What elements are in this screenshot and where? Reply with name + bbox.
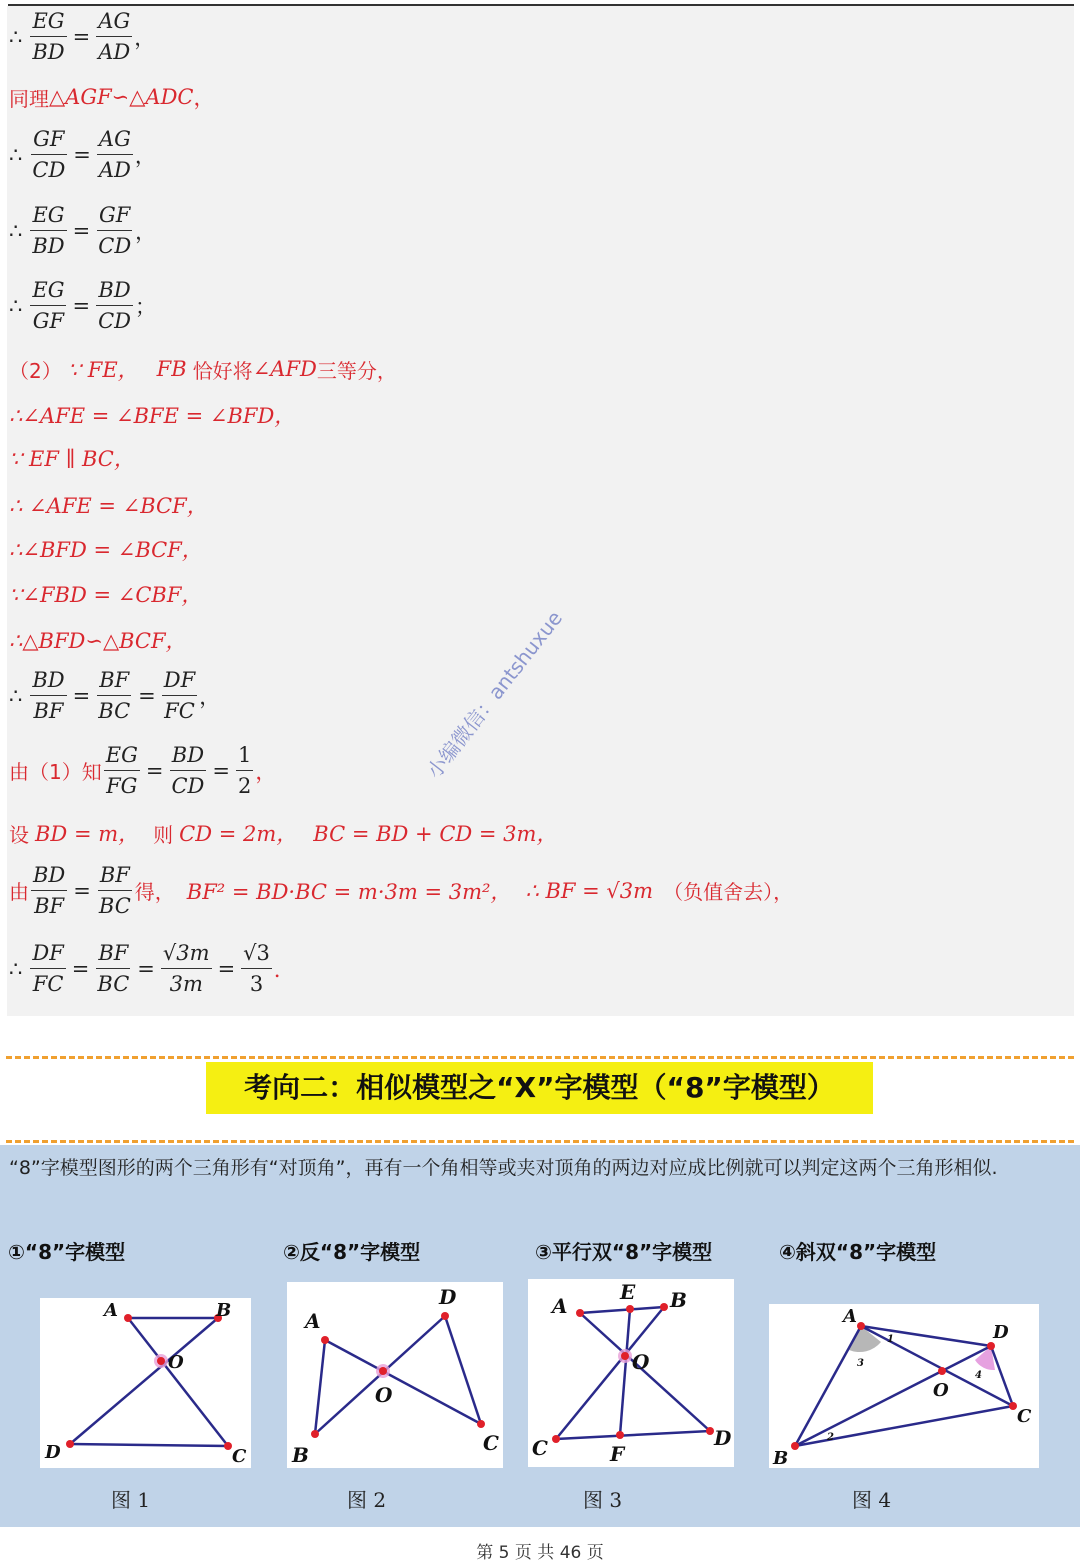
proof-line-3: ∴ $\frac{GF}{CD}$ = $\frac{AG}{AD}$ ， xyxy=(9,127,156,182)
label-B: B xyxy=(216,1300,232,1321)
model-title-2: ②反“8”字模型 xyxy=(283,1240,421,1264)
proof-line-10: ∴∠BFD = ∠BCF， xyxy=(9,538,203,562)
label-F: F xyxy=(610,1442,625,1466)
proof-line-7: ∴∠AFE = ∠BFE = ∠BFD， xyxy=(9,404,296,428)
label-D: D xyxy=(714,1426,732,1450)
label-O: O xyxy=(375,1383,393,1407)
label-C: C xyxy=(532,1436,548,1460)
model-title-1: ①“8”字模型 xyxy=(8,1240,126,1264)
label-B: B xyxy=(670,1288,687,1312)
angle-2-label: 2 xyxy=(827,1432,834,1443)
proof-line-12: ∴△BFD∽△BCF， xyxy=(9,629,187,653)
proof-line-2: 同理 △AGF∽△ADC ， xyxy=(9,85,215,111)
figure-1 xyxy=(40,1298,251,1468)
figure-1-diagram xyxy=(40,1298,251,1468)
figure-4 xyxy=(769,1304,1039,1468)
proof-line-14: 由（1）知 $\frac{EG}{FG}$ = $\frac{BD}{CD}$ = $\frac{1}{2}$ ， xyxy=(9,743,277,798)
angle-3-label: 3 xyxy=(857,1358,864,1369)
figure-4-diagram xyxy=(769,1304,1039,1468)
label-O: O xyxy=(632,1350,650,1374)
label-O: O xyxy=(933,1380,949,1401)
label-A: A xyxy=(552,1294,568,1318)
label-O: O xyxy=(168,1352,184,1373)
label-C: C xyxy=(483,1431,499,1455)
proof-line-16: 由 $\frac{BD}{BF}$ = $\frac{BF}{BC}$ 得， BF² = BD·BC = m·3m = 3m²， ∴ BF = √3m （负值舍去）， xyxy=(9,863,794,918)
label-C: C xyxy=(232,1446,247,1467)
watermark: 小编微信：antshuxue xyxy=(421,606,568,783)
figure-1-caption: 图 1 xyxy=(111,1488,151,1512)
page-footer: 第 5 页 共 46 页 xyxy=(476,1543,604,1563)
divider-bottom xyxy=(6,1140,1074,1143)
model-description: “8”字模型图形的两个三角形有“对顶角”，再有一个角相等或夹对顶角的两边对应成比例就可以判定这两个三角形相似. xyxy=(9,1157,998,1179)
label-A: A xyxy=(104,1300,118,1321)
figure-3-caption: 图 3 xyxy=(583,1488,623,1512)
label-C: C xyxy=(1017,1406,1032,1427)
figure-2-diagram xyxy=(287,1282,503,1468)
proof-line-17: ∴ $\frac{DF}{FC}$ = $\frac{BF}{BC}$ = $\frac{√3m}{3m}$ = $\frac{√3}{3}$ ． xyxy=(9,941,295,996)
figure-3-diagram xyxy=(528,1279,734,1467)
figure-2-caption: 图 2 xyxy=(347,1488,387,1512)
angle-4-label: 4 xyxy=(975,1370,982,1381)
figure-4-caption: 图 4 xyxy=(852,1488,892,1512)
label-B: B xyxy=(773,1448,789,1468)
label-D: D xyxy=(45,1442,61,1463)
angle-1-label: 1 xyxy=(887,1334,894,1345)
figure-3 xyxy=(528,1279,734,1467)
section-title: 考向二：相似模型之“X”字模型（“8”字模型） xyxy=(206,1062,873,1114)
label-D: D xyxy=(993,1322,1009,1343)
label-B: B xyxy=(292,1443,309,1467)
proof-line-15: 设 BD = m， 则 CD = 2m， BC = BD + CD = 3m， xyxy=(9,822,558,847)
proof-line-9: ∴ ∠AFE = ∠BCF， xyxy=(9,494,208,518)
model-title-3: ③平行双“8”字模型 xyxy=(535,1240,713,1264)
proof-line-4: ∴ $\frac{EG}{BD}$ = $\frac{GF}{CD}$ ， xyxy=(9,203,157,258)
divider-top xyxy=(6,1056,1074,1059)
label-D: D xyxy=(439,1285,457,1309)
label-A: A xyxy=(843,1306,857,1327)
label-A: A xyxy=(305,1309,321,1333)
proof-line-5: ∴ $\frac{EG}{GF}$ = $\frac{BD}{CD}$ ； xyxy=(9,278,156,333)
proof-line-1: ∴ $\frac{EG}{BD}$ = $\frac{AG}{AD}$ ， xyxy=(9,9,156,64)
model-title-4: ④斜双“8”字模型 xyxy=(779,1240,937,1264)
proof-line-8: ∵ EF ∥ BC， xyxy=(9,447,135,471)
label-E: E xyxy=(620,1280,636,1304)
proof-line-6: （2） ∵ FE， FB 恰好将 ∠AFD 三等分， xyxy=(9,357,397,383)
proof-line-11: ∵∠FBD = ∠CBF， xyxy=(9,583,203,607)
figure-2 xyxy=(287,1282,503,1468)
proof-line-13: ∴ $\frac{BD}{BF}$ = $\frac{BF}{BC}$ = $\frac{DF}{FC}$ ， xyxy=(9,668,221,723)
